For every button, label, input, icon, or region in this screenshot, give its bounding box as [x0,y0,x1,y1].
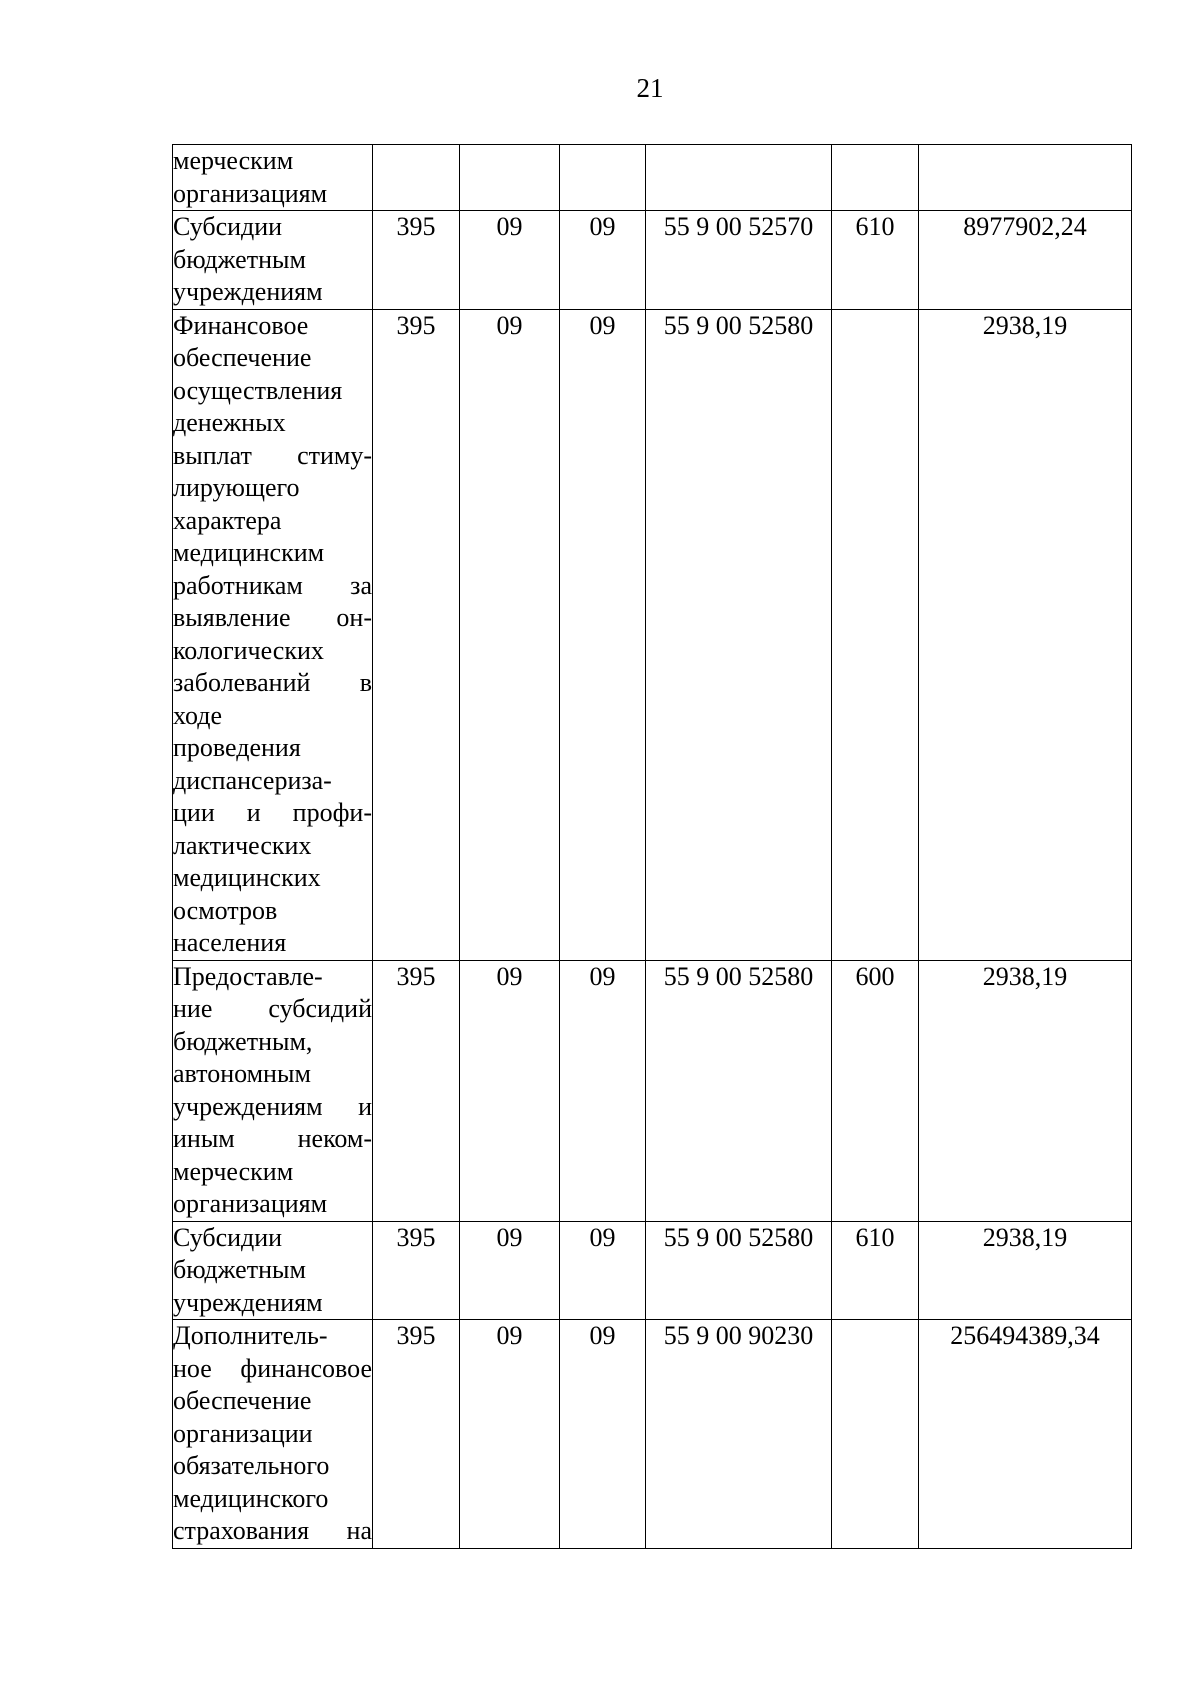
description-line: осмотров [173,895,278,925]
description-line: медицинских [173,863,321,892]
description-line: Финансовое [173,310,309,340]
expense-type-code [832,309,919,960]
table-row [173,211,1132,310]
description-line: Дополнитель- [173,1321,328,1350]
description-line: автономным [173,1059,311,1088]
expense-type-code [832,1320,919,1549]
description-line: Субсидии [173,1222,283,1252]
description-line: обеспечение [173,1386,312,1415]
row-description [173,1320,373,1549]
subsection-code: 09 [560,211,646,310]
ministry-code: 395 [373,211,460,310]
amount: 2938,19 [919,309,1132,960]
table-row [173,1320,1132,1549]
description-line: ции и профи- [173,798,372,827]
description-line: лактических [173,830,312,860]
description-line: денежных [173,408,286,437]
amount: 8977902,24 [919,211,1132,310]
row-description [173,309,373,960]
description-line: ное финансовое [173,1353,372,1383]
subsection-code: 09 [560,1221,646,1320]
description-line: страхования на [173,1516,372,1545]
expense-type-code: 600 [832,960,919,1221]
description-line: лирующего [173,473,300,502]
section-code: 09 [460,211,560,310]
amount: 256494389,34 [919,1320,1132,1549]
description-line: учреждениям и [173,1091,372,1121]
description-line: бюджетным [173,1255,306,1284]
description-line: характера [173,505,282,535]
section-code: 09 [460,1320,560,1549]
target-article-code: 55 9 00 52570 [646,211,832,310]
table-row [173,1221,1132,1320]
subsection-code: 09 [560,1320,646,1549]
amount: 2938,19 [919,1221,1132,1320]
description-line: организациям [173,1189,328,1218]
ministry-code [373,145,460,211]
description-line: мерческим [173,1156,294,1186]
ministry-code: 395 [373,960,460,1221]
row-description [173,211,373,310]
description-line: проведения [173,733,301,762]
row-description [173,1221,373,1320]
target-article-code: 55 9 00 52580 [646,1221,832,1320]
row-description [173,145,373,211]
description-line: выявление он- [173,603,372,632]
amount: 2938,19 [919,960,1132,1221]
target-article-code: 55 9 00 90230 [646,1320,832,1549]
ministry-code: 395 [373,1221,460,1320]
description-line: учреждениям [173,1287,323,1317]
description-line: организациям [173,178,328,208]
table-row [173,960,1132,1221]
description-line: осуществления [173,375,343,405]
page-number: 21 [636,73,664,103]
subsection-code [560,145,646,211]
description-line: работникам за [173,570,372,600]
target-article-code: 55 9 00 52580 [646,960,832,1221]
table-row [173,309,1132,960]
ministry-code: 395 [373,1320,460,1549]
target-article-code [646,145,832,211]
description-line: ние субсидий [173,994,372,1023]
expense-type-code: 610 [832,211,919,310]
description-line: организации [173,1418,313,1448]
description-line: мерческим [173,146,294,175]
table-row [173,145,1132,211]
subsection-code: 09 [560,309,646,960]
description-line: выплат стиму- [173,440,372,470]
section-code [460,145,560,211]
description-line: кологических [173,635,324,665]
description-line: обеспечение [173,343,312,372]
section-code: 09 [460,960,560,1221]
row-description [173,960,373,1221]
budget-table [172,144,1132,1549]
description-line: бюджетным, [173,1026,313,1056]
expense-type-code: 610 [832,1221,919,1320]
description-line: Предоставле- [173,961,323,991]
section-code: 09 [460,309,560,960]
description-line: заболеваний в [173,668,372,697]
section-code: 09 [460,1221,560,1320]
amount [919,145,1132,211]
description-line: иным неком- [173,1124,372,1153]
expense-type-code [832,145,919,211]
budget-table-body [173,145,1132,1549]
description-line: ходе [173,700,223,730]
description-line: учреждениям [173,277,323,306]
description-line: медицинского [173,1483,329,1513]
description-line: бюджетным [173,244,306,274]
ministry-code: 395 [373,309,460,960]
target-article-code: 55 9 00 52580 [646,309,832,960]
description-line: Субсидии [173,212,283,241]
description-line: обязательного [173,1451,330,1480]
description-line: населения [173,928,287,957]
description-line: диспансериза- [173,765,332,795]
subsection-code: 09 [560,960,646,1221]
description-line: медицинским [173,538,325,567]
